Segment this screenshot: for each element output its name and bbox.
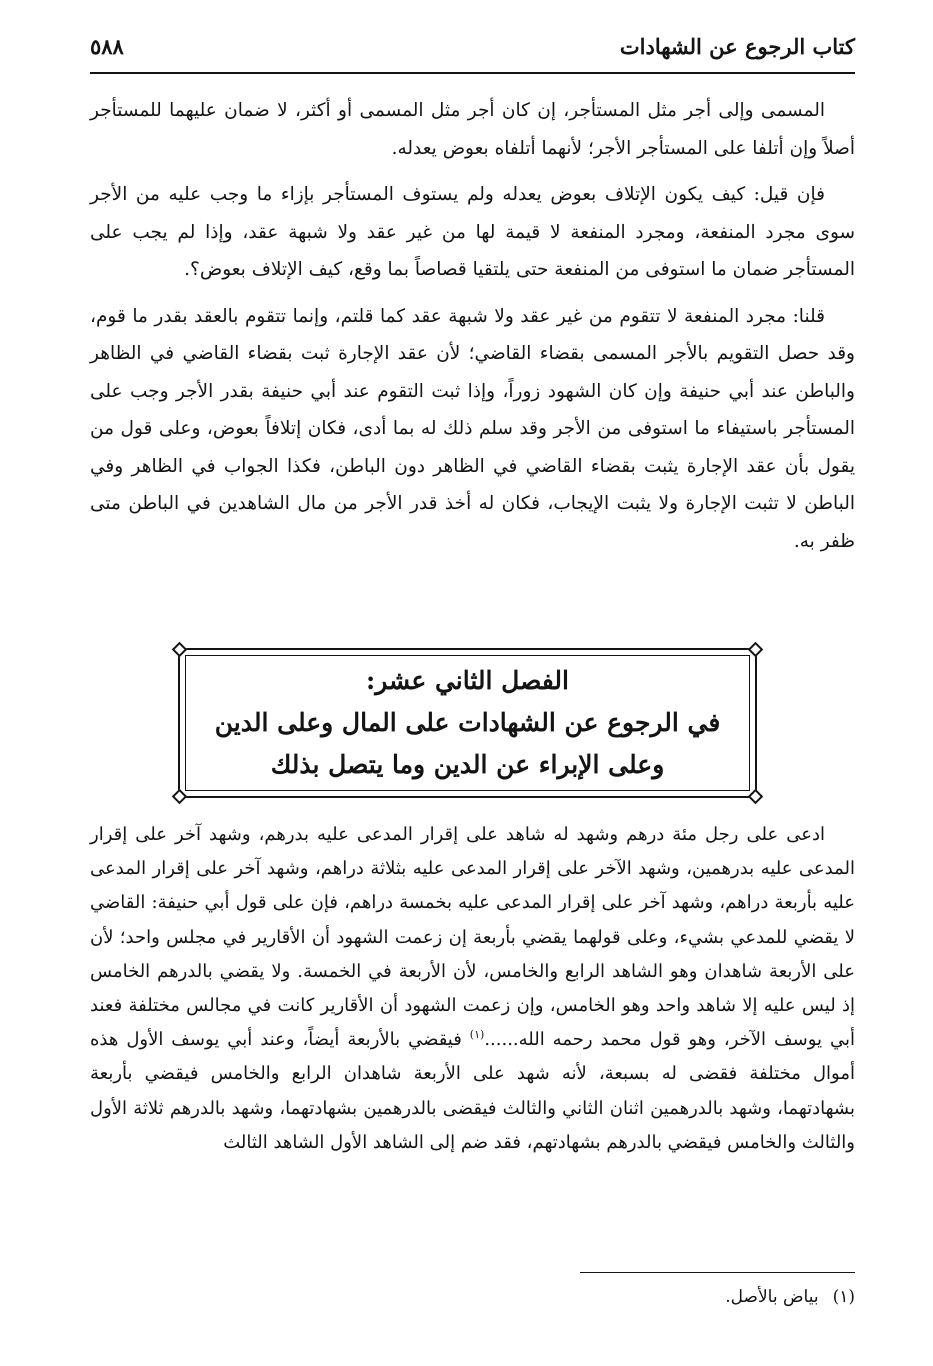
- footnote-text: بياض بالأصل.: [725, 1287, 819, 1307]
- page-number: ٥٨٨: [90, 34, 124, 59]
- bottom-text-block: [90, 818, 855, 1160]
- chapter-title-line: وعلى الإبراء عن الدين وما يتصل بذلك: [270, 750, 665, 779]
- chapter-title-line: في الرجوع عن الشهادات على المال وعلى الدين: [214, 708, 721, 737]
- paragraph: [90, 818, 855, 1160]
- frame-corner-ornament: [748, 642, 764, 658]
- paragraph: فإن قيل: كيف يكون الإتلاف بعوض يعدله ولم يستوف المستأجر بإزاء ما وجب عليه من الأجر سوى مجرد المنفعة، ومجرد المنفعة لا قيمة لها من غير عقد ولا شبهة عقد، وإذا لم يجب على المستأجر ضمان ما استوفى من المنفعة حتى يلتقيا قصاصاً بما وقع، كيف الإتلاف بعوض؟.: [90, 184, 855, 280]
- frame-corner-ornament: [748, 789, 764, 805]
- running-title: كتاب الرجوع عن الشهادات: [619, 34, 855, 59]
- chapter-number-heading: الفصل الثاني عشر:: [366, 666, 569, 695]
- paragraph: المسمى وإلى أجر مثل المستأجر، إن كان أجر مثل المسمى أو أكثر، لا ضمان عليهما للمستأجر أصلاً وإن أتلفا على المستأجر الأجر؛ لأنهما أتلفاه بعوض يعدله.: [90, 100, 855, 159]
- frame-corner-ornament: [172, 789, 188, 805]
- chapter-heading-box: [178, 648, 757, 798]
- footnote-rule: [580, 1272, 855, 1273]
- header-rule: [90, 72, 855, 74]
- paragraph: قلنا: مجرد المنفعة لا تتقوم من غير عقد ولا شبهة عقد كما قلتم، وإنما تتقوم بالعقد بقدر ما قوم، وقد حصل التقويم بالأجر المسمى بقضاء القاضي؛ لأن عقد الإجارة ثبت بقضاء القاضي في الظاهر والباطن عند أبي حنيفة وإن كان الشهود زوراً، وإذا ثبت التقوم عند أبي حنيفة بقدر الأجر وجب على المستأجر باستيفاء ما استوفى من الأجر وقد سلم ذلك له بما أدى، فكان إتلافاً بعوض، وعلى قول من يقول بأن عقد الإجارة يثبت بقضاء القاضي في الظاهر دون الباطن، فكذا الجواب في الظاهر وفي الباطن لا تثبت الإجارة ولا يثبت الإيجاب، فكان له أخذ قدر الأجر من مال الشاهدين في الباطن متى ظفر به.: [90, 305, 855, 552]
- running-header: [90, 22, 855, 68]
- paragraph-text: ادعى على رجل مئة درهم وشهد له شاهد على إقرار المدعى عليه بدرهم، وشهد آخر على إقرار المدعى عليه بدرهمين، وشهد الآخر على إقرار المدعى عليه بثلاثة دراهم، وشهد آخر على إقرار المدعى عليه بأربعة دراهم، وشهد آخر على إقرار المدعى عليه بخمسة دراهم، فإن على قول أبي حنيفة: القاضي لا يقضي للمدعي بشيء، وعلى قولهما يقضي بأربعة إن زعمت الشهود أن الأقارير في مجلس واحد؛ لأن على الأربعة شاهدان وهو الشاهد الرابع والخامس، لأن الأربعة في الخمسة. ولا يقضي بالدرهم الخامس إذ ليس عليه إلا شاهد واحد وهو الخامس، وإن زعمت الشهود أن الأقارير كانت في مجالس مختلفة فعند أبي يوسف الآخر، وهو قول محمد رحمه الله......: [90, 824, 855, 1051]
- top-text-block: [90, 92, 855, 560]
- footnote-reference[interactable]: (١): [469, 1028, 485, 1042]
- footnote-number: (١): [832, 1287, 855, 1307]
- footnote: [725, 1287, 855, 1307]
- frame-corner-ornament: [172, 642, 188, 658]
- paragraph-text: فيقضي بالأربعة أيضاً، وعند أبي يوسف الأول هذه أموال مختلفة فقضى له بسبعة، لأنه شهد على الأربعة شاهدان الرابع والخامس فيقضي بأربعة بشهادتهما، وشهد بالدرهمين اثنان الثاني والثالث فيقضى بالدرهمين بشهادتهما، وشهد بالدرهم ثلاثة الأول والثالث والخامس فيقضي بالدرهم بشهادتهم، فقد ضم إلى الشاهد الأول الشاهد الثالث: [90, 1029, 855, 1153]
